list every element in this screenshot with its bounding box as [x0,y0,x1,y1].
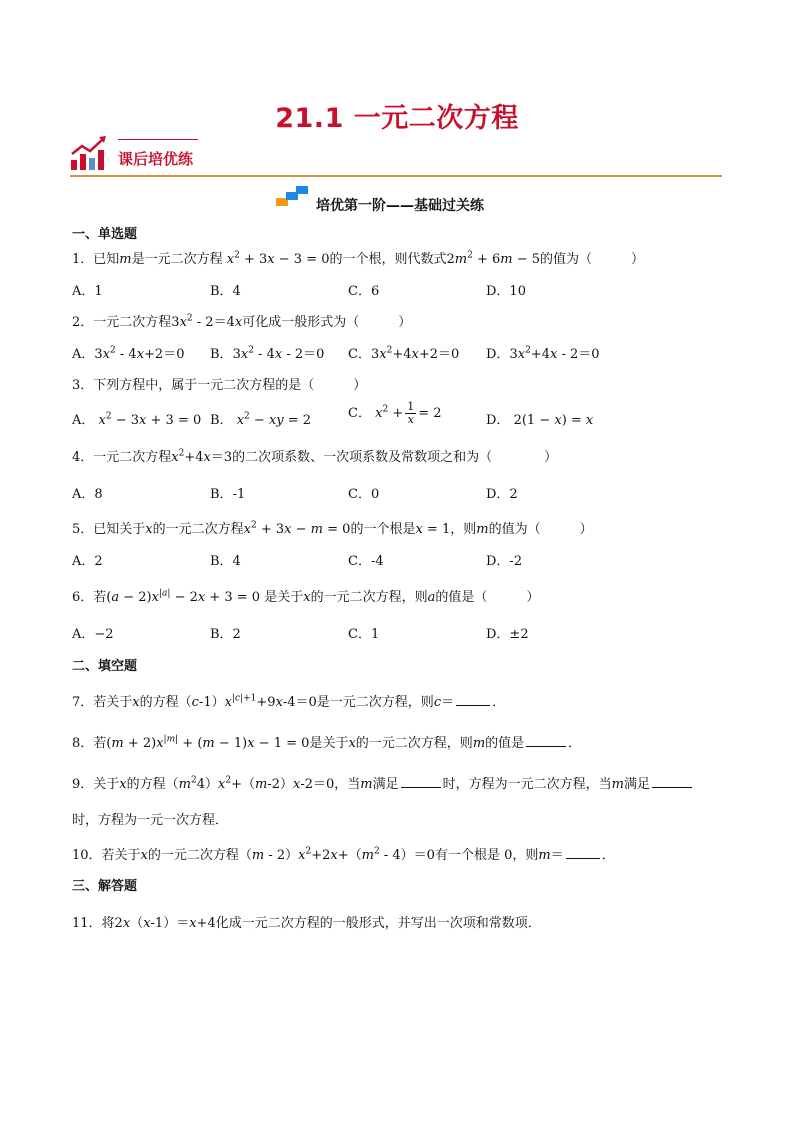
question-3: 3．下列方程中，属于一元二次方程的是（ ） [72,378,367,393]
q2-option-d: D．$3x^2+4x - 2=0$ [486,345,600,362]
q6-option-c: C．1 [348,627,380,642]
q1-option-d: D．10 [486,284,526,299]
q1-option-b: B．4 [210,284,241,299]
q6-option-a: A．−2 [72,627,114,642]
banner-label: 课后培优练 [118,150,194,168]
question-9-line-2: 时，方程为一元一次方程． [72,813,229,828]
question-1: 1．已知m是一元二次方程 $x^2 + 3x - 3 = 0$的一个根，则代数式$2m^2 + 6m - 5$的值为（ ） [72,250,645,267]
q8-blank[interactable] [526,734,566,747]
q9-blank-2[interactable] [652,775,692,788]
question-2: 2．一元二次方程$3x^2 - 2=4x$可化成一般形式为（ ） [72,313,412,330]
q2-option-a: A．$3x^2 - 4x+2=0$ [72,345,185,362]
question-6: 6．若$(a - 2)x^{|a|} - 2x + 3 = 0$ 是关于x的一元二次方程，则a的值是（ ） [72,588,540,605]
banner-divider [70,175,722,177]
q3-option-d: D． 2(1 − x) = x [486,413,594,428]
q2-option-c: C．$3x^2+4x+2=0$ [348,345,460,362]
q3-option-a: A． $x^2 - 3x + 3 = 0$ [72,411,202,428]
section-answer: 三、解答题 [72,879,138,894]
banner-top-line [118,139,198,140]
q4-option-b: B．-1 [210,487,246,502]
question-4: 4．一元二次方程$x^2+4x=3$的二次项系数、一次项系数及常数项之和为（ ） [72,448,558,465]
q1-option-c: C．6 [348,284,380,299]
stairs-icon [276,184,310,208]
q6-option-b: B．2 [210,627,241,642]
growth-chart-icon [70,134,108,172]
q3-option-c: C． $x^2$ + $\frac{1}{x}$ = 2 [348,400,442,426]
section-single-choice: 一、单选题 [72,227,138,242]
q3-option-b: B． $x^2$ − xy = 2 [210,411,312,428]
q1-option-a: A．1 [72,284,103,299]
question-8: 8．若$(m + 2)x^{|m|} + (m - 1)x - 1 = 0$是关于x的一元二次方程，则m的值是 ． [72,734,582,751]
level-title: 培优第一阶——基础过关练 [316,198,484,214]
q4-option-c: C．0 [348,487,380,502]
q6-option-d: D．±2 [486,627,529,642]
q9-blank-1[interactable] [401,775,441,788]
question-9: 9．关于x的方程$(m^24)x^2+(m-2)x-2=0$，当m满足 时，方程为一元二次方程，当m满足 [72,773,694,792]
q4-option-a: A．8 [72,487,103,502]
q5-option-c: C．-4 [348,554,384,569]
question-10: 10．若关于x的一元二次方程$(m - 2)x^2+2x+(m^2 - 4)=0$有一个根是 0，则m＝ ． [72,846,615,863]
question-11: 11．将2x（x-1）＝x+4化成一元二次方程的一般形式，并写出一次项和常数项． [72,916,541,931]
question-5: 5．已知关于x的一元二次方程$x^2 + 3x - m = 0$的一个根是x = 1，则m的值为（ ） [72,520,593,537]
q10-blank[interactable] [566,846,600,859]
q5-option-d: D．-2 [486,554,523,569]
page-title: 21.1 一元二次方程 [275,103,519,134]
q7-blank[interactable] [456,693,490,706]
q5-option-a: A．2 [72,554,103,569]
q4-option-d: D．2 [486,487,518,502]
section-fill-blank: 二、填空题 [72,659,138,674]
q5-option-b: B．4 [210,554,241,569]
q2-option-b: B．$3x^2 - 4x - 2=0$ [210,345,325,362]
question-7: 7．若关于x的方程$(c-1)x^{|c|+1}+9x-4=0$是一元二次方程，则c＝ ． [72,693,506,710]
